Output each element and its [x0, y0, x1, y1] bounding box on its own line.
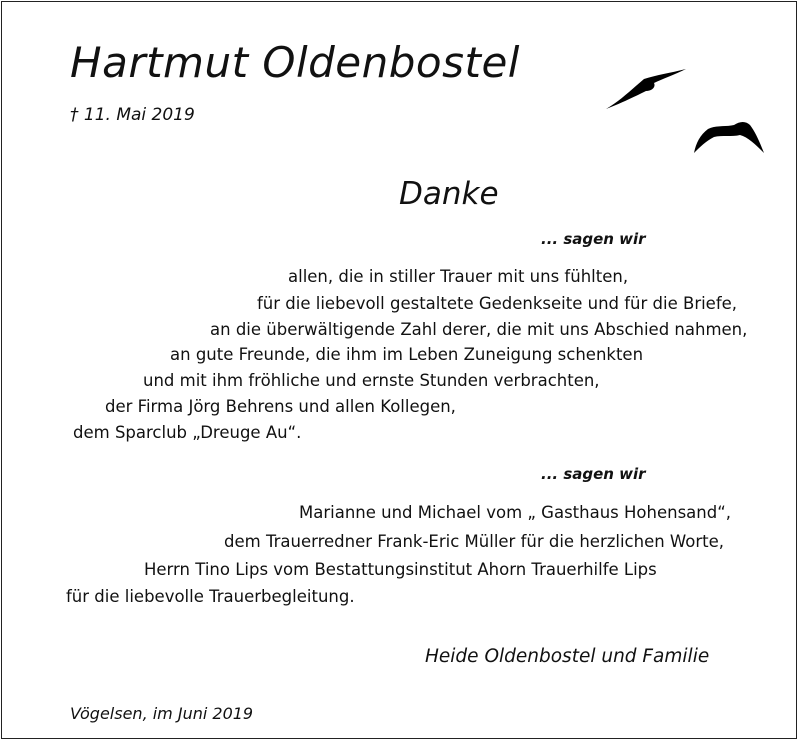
thanks-line-2: für die liebevoll gestaltete Gedenkseite und für die Briefe,: [257, 294, 738, 313]
bird-icon-lower: [694, 122, 764, 153]
thanks2-line-1: Marianne und Michael vom „ Gasthaus Hohensand“,: [299, 503, 732, 522]
thanks-line-6: der Firma Jörg Behrens und allen Kollegen,: [105, 397, 456, 416]
thanks-line-7: dem Sparclub „Dreuge Au“.: [73, 423, 302, 442]
flying-birds-icon: [600, 65, 770, 160]
thanks-line-1: allen, die in stiller Trauer mit uns fühlten,: [288, 267, 629, 286]
death-date: † 11. Mai 2019: [70, 105, 195, 125]
bird-icon-upper: [606, 69, 686, 109]
thanks-line-3: an die überwältigende Zahl derer, die mit uns Abschied nahmen,: [210, 320, 748, 339]
thanks2-line-4: für die liebevolle Trauerbegleitung.: [66, 587, 355, 606]
thanks2-line-3: Herrn Tino Lips vom Bestattungsinstitut Ahorn Trauerhilfe Lips: [144, 560, 657, 579]
thanks-line-5: und mit ihm fröhliche und ernste Stunden verbrachten,: [143, 371, 600, 390]
deceased-name: Hartmut Oldenbostel: [70, 38, 520, 87]
thanks-line-4: an gute Freunde, die ihm im Leben Zuneigung schenkten: [170, 345, 644, 364]
section2-intro: ... sagen wir: [541, 465, 646, 483]
place-date: Vögelsen, im Juni 2019: [70, 704, 254, 723]
heading-danke: Danke: [399, 176, 499, 212]
section1-intro: ... sagen wir: [541, 230, 646, 248]
thanks2-line-2: dem Trauerredner Frank-Eric Müller für die herzlichen Worte,: [224, 532, 725, 551]
family-signature: Heide Oldenbostel und Familie: [425, 646, 710, 667]
